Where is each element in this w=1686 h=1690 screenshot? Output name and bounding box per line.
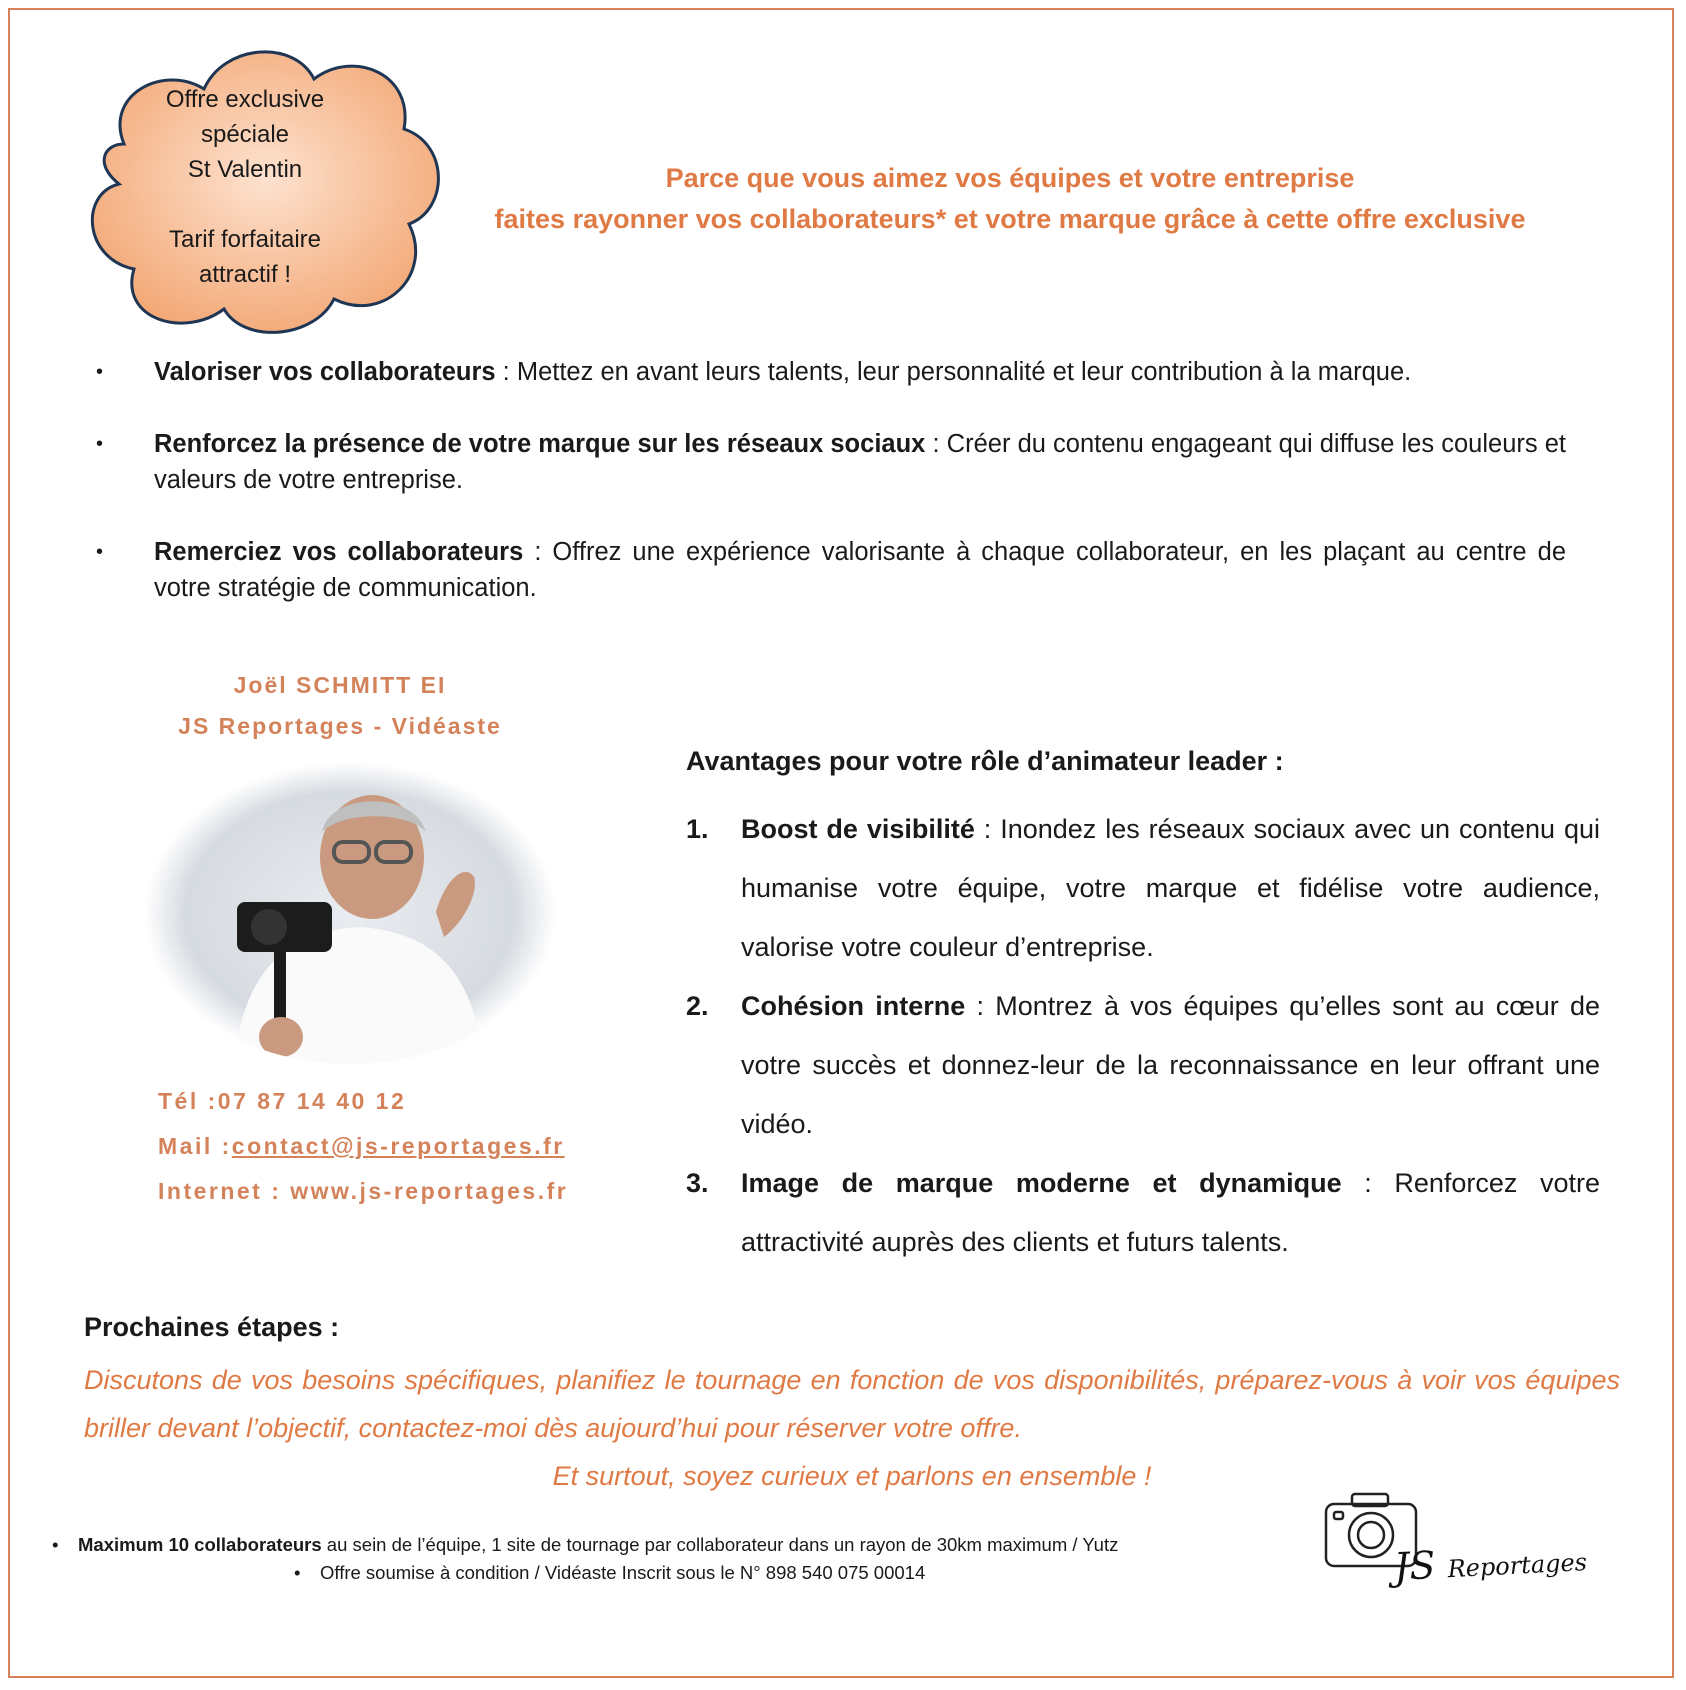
list-item: 1. Boost de visibilité : Inondez les réseaux sociaux avec un contenu qui humanise votre équipe, votre marque et fidélise votre audience, valorise votre couleur d’entreprise. bbox=[686, 814, 1600, 962]
headline-line-2: faites rayonner vos collaborateurs* et votre marque grâce à cette offre exclusive bbox=[494, 204, 1526, 234]
footnote-2: • Offre soumise à condition / Vidéaste Inscrit sous le N° 898 540 075 00014 bbox=[294, 1562, 926, 1583]
cloud-line: Tarif forfaitaire bbox=[168, 226, 322, 253]
list-item: • Valoriser vos collaborateurs : Mettez en avant leurs talents, leur personnalité et leur contribution à la marque. bbox=[86, 354, 1566, 390]
advantages-title: Avantages pour votre rôle d’animateur leader : bbox=[686, 746, 1284, 776]
mail-label: Mail : bbox=[158, 1133, 232, 1159]
cloud-line: St Valentin bbox=[187, 156, 303, 183]
logo-wordmark: JS Reportages bbox=[1392, 1542, 1588, 1590]
cloud-line: Offre exclusive bbox=[165, 86, 325, 113]
advantages-list bbox=[686, 800, 1600, 1272]
list-item: • Renforcez la présence de votre marque sur les réseaux sociaux : Créer du contenu engageant qui diffuse les couleurs et valeurs de votre entreprise. bbox=[86, 426, 1566, 498]
list-item: 3. Image de marque moderne et dynamique : Renforcez votre attractivité auprès des clients et futurs talents. bbox=[686, 1168, 1600, 1257]
cloud-line: attractif ! bbox=[198, 261, 292, 288]
next-steps-title: Prochaines étapes : bbox=[84, 1312, 340, 1342]
headline bbox=[440, 158, 1580, 240]
contact-mail-row bbox=[158, 1124, 568, 1169]
next-steps-body: Discutons de vos besoins spécifiques, planifiez le tournage en fonction de vos disponibilités, préparez-vous à voir vos équipes briller devant l’objectif, contactez-moi dès aujourd’hui pour réserver votre offre. bbox=[84, 1365, 1620, 1443]
mail-link[interactable]: contact@js-reportages.fr bbox=[231, 1133, 565, 1159]
cloud-line: spéciale bbox=[200, 121, 290, 148]
contact-name: Joël SCHMITT EI bbox=[233, 672, 447, 698]
contact-company: JS Reportages - Vidéaste bbox=[178, 713, 502, 739]
offer-cloud-text bbox=[150, 82, 340, 292]
footnote-1: • Maximum 10 collaborateurs au sein de l’équipe, 1 site de tournage par collaborateur dans un rayon de 30km maximum / Yutz bbox=[52, 1534, 1119, 1555]
list-item: 2. Cohésion interne : Montrez à vos équipes qu’elles sont au cœur de votre succès et donnez-leur de la reconnaissance en leur offrant une vidéo. bbox=[686, 991, 1600, 1139]
contact-details bbox=[158, 1079, 568, 1214]
contact-website: Internet : www.js-reportages.fr bbox=[158, 1178, 569, 1204]
videographer-photo bbox=[144, 762, 556, 1064]
benefits-list bbox=[86, 354, 1566, 642]
headline-line-1: Parce que vous aimez vos équipes et votre entreprise bbox=[665, 163, 1355, 193]
contact-header bbox=[150, 665, 530, 747]
list-item: • Remerciez vos collaborateurs : Offrez une expérience valorisante à chaque collaborateur, en les plaçant au centre de votre stratégie de communication. bbox=[86, 534, 1566, 606]
contact-phone: Tél :07 87 14 40 12 bbox=[158, 1088, 407, 1114]
next-steps-closing: Et surtout, soyez curieux et parlons en ensemble ! bbox=[552, 1461, 1152, 1491]
